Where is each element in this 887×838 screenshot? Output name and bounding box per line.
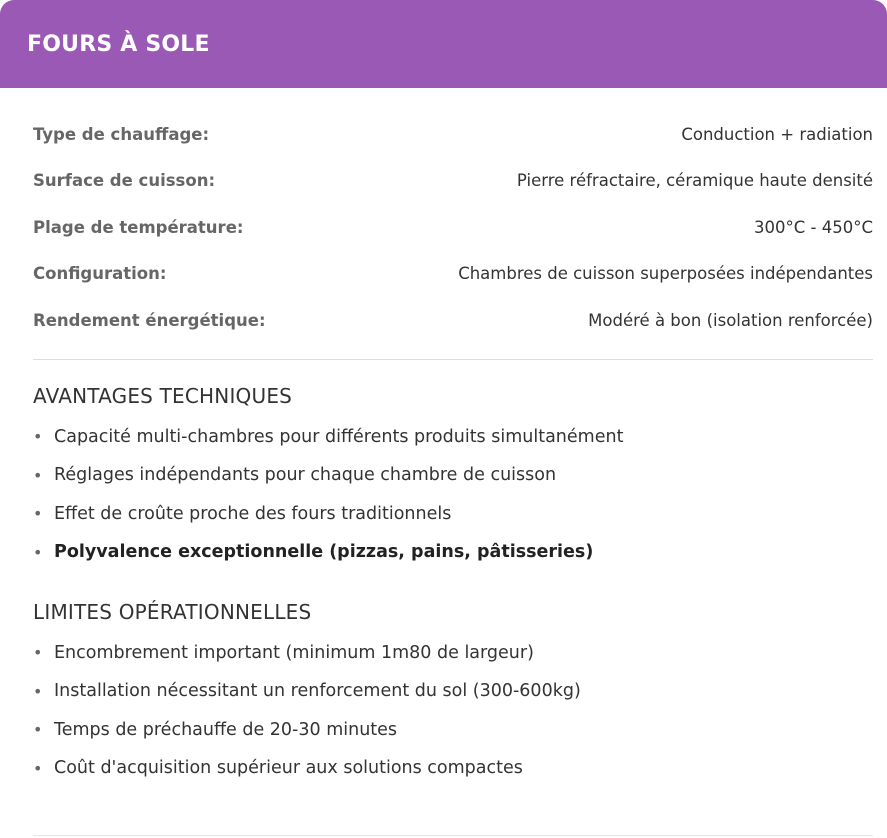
- spec-value: Modéré à bon (isolation renforcée): [588, 310, 873, 330]
- spec-value: Pierre réfractaire, céramique haute densité: [516, 171, 873, 191]
- limits-list: [33, 634, 873, 788]
- bottom-divider: [33, 835, 873, 836]
- bullet-icon: •: [33, 504, 43, 524]
- bullet-icon: •: [33, 720, 43, 740]
- list-item-text: Temps de préchauffe de 20-30 minutes: [54, 719, 398, 740]
- spec-value: Conduction + radiation: [681, 124, 873, 144]
- list-item: [33, 418, 873, 457]
- bullet-icon: •: [33, 681, 43, 701]
- spec-row-energy-efficiency: [33, 297, 873, 344]
- spec-label: Type de chauffage:: [33, 124, 210, 144]
- bullet-icon: •: [33, 758, 43, 778]
- advantages-list: [33, 418, 873, 572]
- spec-label: Plage de température:: [33, 217, 244, 237]
- limits-heading: LIMITES OPÉRATIONNELLES: [33, 599, 312, 624]
- list-item: [33, 672, 873, 711]
- list-item: [33, 711, 873, 750]
- list-item-text: Polyvalence exceptionnelle (pizzas, pains, pâtisseries): [54, 542, 594, 563]
- advantages-heading: AVANTAGES TECHNIQUES: [33, 383, 293, 408]
- bullet-icon: •: [33, 427, 43, 447]
- list-item-text: Réglages indépendants pour chaque chambre de cuisson: [54, 465, 557, 486]
- card-content: [0, 111, 887, 788]
- list-item-text: Coût d'acquisition supérieur aux solutions compactes: [54, 758, 523, 779]
- list-item-text: Installation nécessitant un renforcement du sol (300-600kg): [54, 681, 581, 702]
- spec-value: 300°C - 450°C: [754, 217, 873, 237]
- bullet-icon: •: [33, 542, 43, 562]
- list-item-text: Capacité multi-chambres pour différents produits simultanément: [54, 426, 624, 447]
- list-item: [33, 749, 873, 788]
- bullet-icon: •: [33, 465, 43, 485]
- list-item: [33, 456, 873, 495]
- spec-value: Chambres de cuisson superposées indépendantes: [458, 264, 873, 284]
- spec-row-cooking-surface: [33, 158, 873, 205]
- list-item-text: Encombrement important (minimum 1m80 de largeur): [54, 642, 534, 663]
- list-item-text: Effet de croûte proche des fours traditionnels: [54, 503, 452, 524]
- list-item: [33, 634, 873, 673]
- spec-label: Rendement énergétique:: [33, 310, 266, 330]
- bullet-icon: •: [33, 643, 43, 663]
- card-title: FOURS À SOLE: [27, 31, 210, 57]
- spec-list: [33, 111, 873, 360]
- spec-row-configuration: [33, 251, 873, 298]
- list-item-highlighted: [33, 533, 873, 572]
- spec-label: Surface de cuisson:: [33, 171, 216, 191]
- list-item: [33, 495, 873, 534]
- spec-label: Configuration:: [33, 264, 167, 284]
- spec-row-temperature-range: [33, 204, 873, 251]
- spec-row-heating-type: [33, 111, 873, 158]
- card-header: [0, 0, 887, 88]
